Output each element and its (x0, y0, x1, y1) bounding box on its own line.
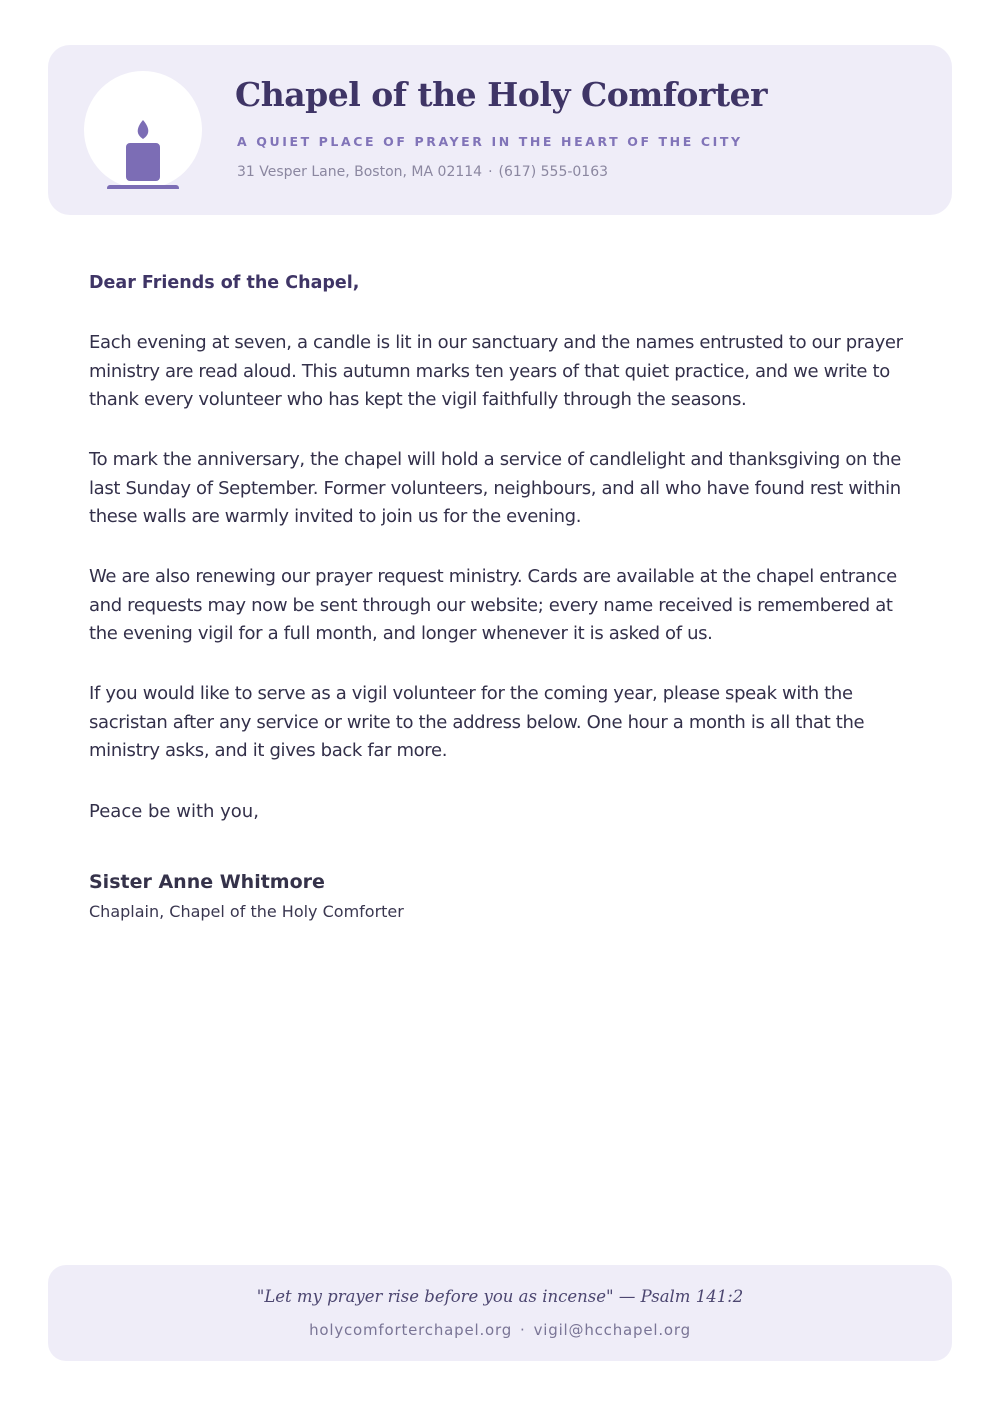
closing: Peace be with you, (89, 801, 259, 822)
footer-verse: "Let my prayer rise before you as incense" — Psalm 141:2 (256, 1287, 744, 1306)
candle-icon (84, 71, 202, 189)
logo-badge (84, 71, 202, 189)
signature-name: Sister Anne Whitmore (89, 871, 325, 893)
email-link[interactable]: vigil@hcchapel.org (533, 1321, 691, 1339)
signature-title: Chaplain, Chapel of the Holy Comforter (89, 902, 404, 921)
phone-text: (617) 555-0163 (498, 164, 609, 180)
paragraph: We are also renewing our prayer request ministry. Cards are available at the chapel entrance and requests may now be sent through our website; every name received is remembered at the evening vigil for a full month, and longer whenever it is asked of us. (89, 566, 897, 645)
footer-links (48, 1321, 952, 1339)
footer-separator: · (520, 1321, 526, 1339)
letterhead (48, 45, 952, 215)
salutation: Dear Friends of the Chapel, (89, 273, 360, 293)
paragraph: To mark the anniversary, the chapel will hold a service of candlelight and thanksgiving on the last Sunday of September. Former volunteers, neighbours, and all who have found rest within these walls are warmly invited to join us for the evening. (89, 449, 901, 528)
footer (48, 1265, 952, 1361)
paragraph: If you would like to serve as a vigil volunteer for the coming year, please speak with the sacristan after any service or write to the address below. One hour a month is all that the ministry asks, and it gives back far more. (89, 683, 865, 762)
contact-separator: · (488, 164, 493, 180)
organization-title: Chapel of the Holy Comforter (235, 75, 767, 114)
organization-tagline: A QUIET PLACE OF PRAYER IN THE HEART OF THE CITY (237, 134, 743, 149)
contact-line (237, 164, 608, 180)
website-link[interactable]: holycomforterchapel.org (309, 1321, 513, 1339)
address-text: 31 Vesper Lane, Boston, MA 02114 (237, 164, 483, 180)
paragraph: Each evening at seven, a candle is lit in our sanctuary and the names entrusted to our prayer ministry are read aloud. This autumn marks ten years of that quiet practice, and we write to thank every volunteer who has kept the vigil faithfully through the seasons. (89, 332, 903, 411)
